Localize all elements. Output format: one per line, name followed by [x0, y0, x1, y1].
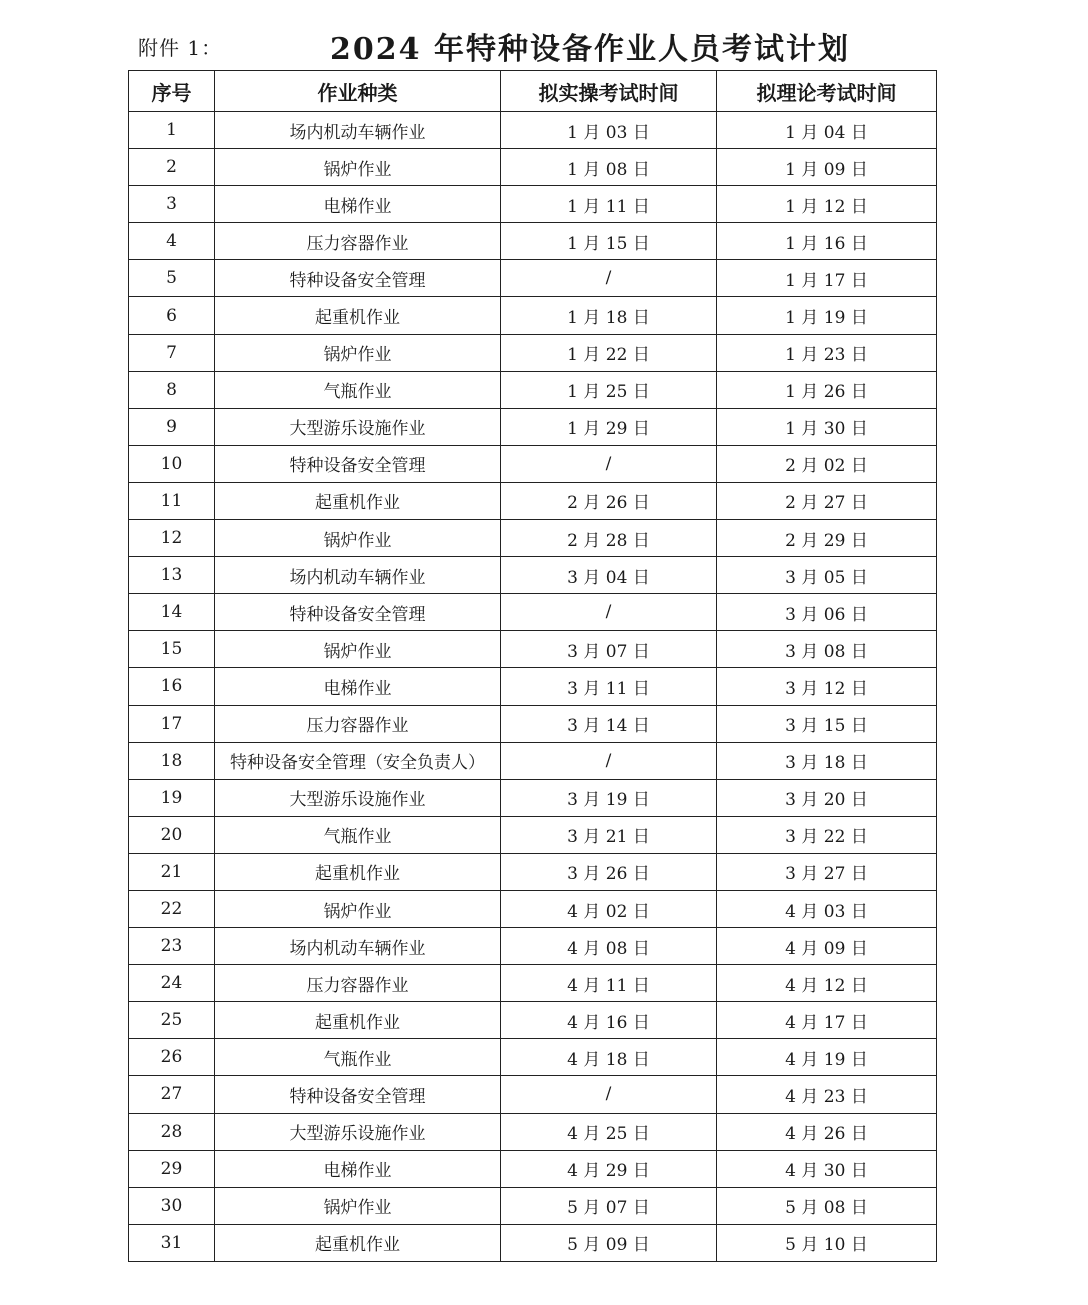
cell-operation-type: 电梯作业 [215, 186, 501, 223]
document-title: 2024 年特种设备作业人员考试计划 [330, 32, 850, 67]
cell-operation-type: 大型游乐设施作业 [215, 1113, 501, 1150]
attachment-label: 附件 1： [138, 36, 223, 60]
cell-operation-type: 压力容器作业 [215, 223, 501, 260]
cell-index: 21 [129, 853, 215, 890]
cell-operation-type: 特种设备安全管理（安全负责人） [215, 742, 501, 779]
cell-theory-date: 1 月 26 日 [717, 371, 937, 408]
cell-operation-type: 场内机动车辆作业 [215, 557, 501, 594]
cell-index: 30 [129, 1187, 215, 1224]
table-row [129, 1224, 937, 1261]
cell-index: 3 [129, 186, 215, 223]
cell-index: 1 [129, 112, 215, 149]
table-row [129, 557, 937, 594]
table-row [129, 742, 937, 779]
cell-theory-date: 5 月 10 日 [717, 1224, 937, 1261]
cell-operation-type: 起重机作业 [215, 297, 501, 334]
cell-index: 6 [129, 297, 215, 334]
cell-index: 2 [129, 149, 215, 186]
table-row [129, 853, 937, 890]
cell-index: 27 [129, 1076, 215, 1113]
cell-practical-date: 3 月 21 日 [501, 816, 717, 853]
cell-theory-date: 4 月 30 日 [717, 1150, 937, 1187]
cell-theory-date: 1 月 16 日 [717, 223, 937, 260]
cell-practical-date: 1 月 29 日 [501, 408, 717, 445]
cell-theory-date: 3 月 06 日 [717, 594, 937, 631]
cell-practical-date: 3 月 11 日 [501, 668, 717, 705]
table-row [129, 334, 937, 371]
table-row [129, 445, 937, 482]
header-row [129, 71, 937, 112]
cell-practical-date: 1 月 15 日 [501, 223, 717, 260]
cell-index: 18 [129, 742, 215, 779]
table-row [129, 1039, 937, 1076]
cell-theory-date: 1 月 09 日 [717, 149, 937, 186]
table-row [129, 223, 937, 260]
cell-practical-date: 2 月 26 日 [501, 482, 717, 519]
table-row [129, 1002, 937, 1039]
cell-index: 25 [129, 1002, 215, 1039]
table-row [129, 779, 937, 816]
cell-practical-date: 1 月 22 日 [501, 334, 717, 371]
table-row [129, 112, 937, 149]
table-row [129, 1187, 937, 1224]
cell-index: 23 [129, 928, 215, 965]
cell-operation-type: 电梯作业 [215, 668, 501, 705]
table-row [129, 1076, 937, 1113]
cell-theory-date: 3 月 27 日 [717, 853, 937, 890]
cell-operation-type: 电梯作业 [215, 1150, 501, 1187]
table-row [129, 965, 937, 1002]
cell-practical-date: 1 月 25 日 [501, 371, 717, 408]
cell-practical-date: 5 月 09 日 [501, 1224, 717, 1261]
cell-theory-date: 2 月 27 日 [717, 482, 937, 519]
table-row [129, 1113, 937, 1150]
cell-operation-type: 锅炉作业 [215, 631, 501, 668]
cell-index: 10 [129, 445, 215, 482]
cell-practical-date: / [501, 1076, 717, 1113]
cell-theory-date: 1 月 23 日 [717, 334, 937, 371]
cell-practical-date: 4 月 25 日 [501, 1113, 717, 1150]
table-row [129, 297, 937, 334]
cell-operation-type: 压力容器作业 [215, 705, 501, 742]
cell-practical-date: 3 月 14 日 [501, 705, 717, 742]
cell-operation-type: 锅炉作业 [215, 1187, 501, 1224]
cell-practical-date: 4 月 29 日 [501, 1150, 717, 1187]
cell-operation-type: 起重机作业 [215, 853, 501, 890]
cell-operation-type: 锅炉作业 [215, 149, 501, 186]
column-header-type: 作业种类 [215, 71, 501, 112]
cell-index: 28 [129, 1113, 215, 1150]
cell-index: 20 [129, 816, 215, 853]
cell-operation-type: 起重机作业 [215, 1224, 501, 1261]
cell-practical-date: 3 月 26 日 [501, 853, 717, 890]
cell-practical-date: 1 月 18 日 [501, 297, 717, 334]
table-row [129, 928, 937, 965]
table-row [129, 594, 937, 631]
table-row [129, 260, 937, 297]
cell-operation-type: 特种设备安全管理 [215, 594, 501, 631]
cell-practical-date: / [501, 445, 717, 482]
table-row [129, 520, 937, 557]
table-row [129, 482, 937, 519]
cell-operation-type: 锅炉作业 [215, 890, 501, 927]
cell-index: 11 [129, 482, 215, 519]
cell-index: 29 [129, 1150, 215, 1187]
cell-index: 15 [129, 631, 215, 668]
cell-practical-date: 2 月 28 日 [501, 520, 717, 557]
cell-practical-date: 4 月 11 日 [501, 965, 717, 1002]
cell-index: 22 [129, 890, 215, 927]
cell-theory-date: 4 月 09 日 [717, 928, 937, 965]
cell-theory-date: 4 月 26 日 [717, 1113, 937, 1150]
cell-practical-date: 3 月 07 日 [501, 631, 717, 668]
cell-index: 7 [129, 334, 215, 371]
cell-theory-date: 3 月 22 日 [717, 816, 937, 853]
cell-theory-date: 3 月 05 日 [717, 557, 937, 594]
table-row [129, 890, 937, 927]
cell-operation-type: 特种设备安全管理 [215, 260, 501, 297]
cell-theory-date: 4 月 12 日 [717, 965, 937, 1002]
table-body [129, 112, 937, 1262]
table-row [129, 1150, 937, 1187]
cell-theory-date: 1 月 30 日 [717, 408, 937, 445]
cell-practical-date: 5 月 07 日 [501, 1187, 717, 1224]
cell-theory-date: 1 月 12 日 [717, 186, 937, 223]
column-header-theory-date: 拟理论考试时间 [717, 71, 937, 112]
table-row [129, 408, 937, 445]
cell-practical-date: / [501, 260, 717, 297]
cell-index: 13 [129, 557, 215, 594]
table-row [129, 186, 937, 223]
cell-operation-type: 气瓶作业 [215, 816, 501, 853]
cell-index: 9 [129, 408, 215, 445]
cell-theory-date: 4 月 19 日 [717, 1039, 937, 1076]
exam-schedule-table [128, 70, 937, 1262]
column-header-practical-date: 拟实操考试时间 [501, 71, 717, 112]
exam-schedule-table-container [128, 70, 936, 1262]
table-row [129, 816, 937, 853]
cell-operation-type: 锅炉作业 [215, 334, 501, 371]
table-row [129, 668, 937, 705]
cell-theory-date: 3 月 18 日 [717, 742, 937, 779]
cell-theory-date: 4 月 03 日 [717, 890, 937, 927]
cell-theory-date: 3 月 20 日 [717, 779, 937, 816]
cell-operation-type: 气瓶作业 [215, 1039, 501, 1076]
cell-theory-date: 1 月 04 日 [717, 112, 937, 149]
cell-operation-type: 锅炉作业 [215, 520, 501, 557]
cell-practical-date: 4 月 02 日 [501, 890, 717, 927]
cell-operation-type: 场内机动车辆作业 [215, 928, 501, 965]
cell-operation-type: 大型游乐设施作业 [215, 779, 501, 816]
cell-theory-date: 4 月 17 日 [717, 1002, 937, 1039]
table-row [129, 631, 937, 668]
cell-practical-date: 1 月 11 日 [501, 186, 717, 223]
cell-practical-date: 1 月 03 日 [501, 112, 717, 149]
cell-operation-type: 场内机动车辆作业 [215, 112, 501, 149]
cell-operation-type: 大型游乐设施作业 [215, 408, 501, 445]
cell-operation-type: 起重机作业 [215, 1002, 501, 1039]
cell-index: 12 [129, 520, 215, 557]
cell-theory-date: 3 月 12 日 [717, 668, 937, 705]
table-header [129, 71, 937, 112]
cell-index: 24 [129, 965, 215, 1002]
cell-index: 5 [129, 260, 215, 297]
cell-practical-date: / [501, 742, 717, 779]
cell-index: 14 [129, 594, 215, 631]
cell-practical-date: 4 月 08 日 [501, 928, 717, 965]
cell-theory-date: 2 月 02 日 [717, 445, 937, 482]
cell-practical-date: / [501, 594, 717, 631]
cell-practical-date: 3 月 04 日 [501, 557, 717, 594]
cell-practical-date: 1 月 08 日 [501, 149, 717, 186]
cell-theory-date: 4 月 23 日 [717, 1076, 937, 1113]
cell-operation-type: 起重机作业 [215, 482, 501, 519]
cell-theory-date: 1 月 17 日 [717, 260, 937, 297]
cell-index: 26 [129, 1039, 215, 1076]
cell-index: 17 [129, 705, 215, 742]
cell-index: 8 [129, 371, 215, 408]
cell-index: 16 [129, 668, 215, 705]
cell-index: 19 [129, 779, 215, 816]
cell-practical-date: 4 月 16 日 [501, 1002, 717, 1039]
cell-theory-date: 3 月 15 日 [717, 705, 937, 742]
table-row [129, 705, 937, 742]
cell-theory-date: 3 月 08 日 [717, 631, 937, 668]
cell-practical-date: 4 月 18 日 [501, 1039, 717, 1076]
cell-operation-type: 气瓶作业 [215, 371, 501, 408]
cell-index: 4 [129, 223, 215, 260]
cell-operation-type: 特种设备安全管理 [215, 445, 501, 482]
cell-theory-date: 5 月 08 日 [717, 1187, 937, 1224]
table-row [129, 149, 937, 186]
table-row [129, 371, 937, 408]
cell-theory-date: 1 月 19 日 [717, 297, 937, 334]
cell-operation-type: 压力容器作业 [215, 965, 501, 1002]
cell-practical-date: 3 月 19 日 [501, 779, 717, 816]
column-header-index: 序号 [129, 71, 215, 112]
cell-operation-type: 特种设备安全管理 [215, 1076, 501, 1113]
cell-index: 31 [129, 1224, 215, 1261]
cell-theory-date: 2 月 29 日 [717, 520, 937, 557]
